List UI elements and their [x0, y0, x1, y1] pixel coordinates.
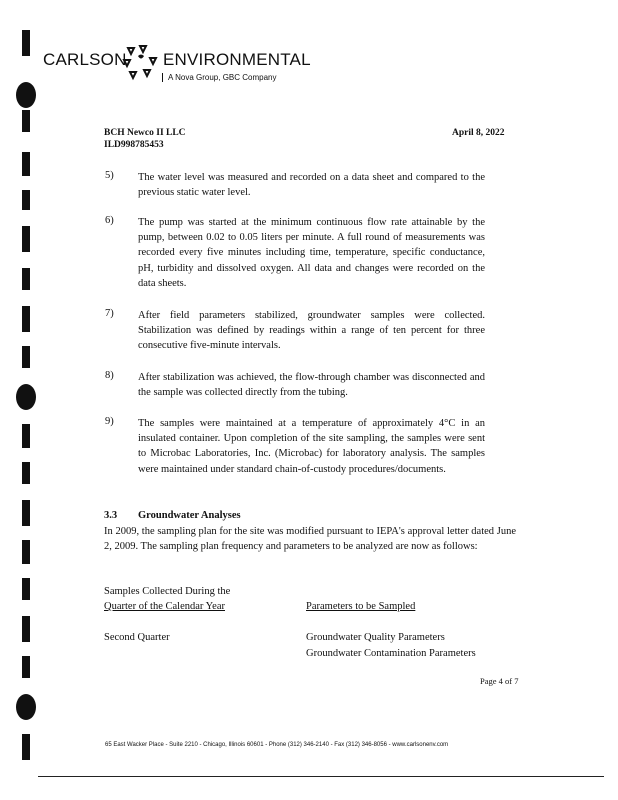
binder-mark: [22, 462, 30, 484]
item-number: 7): [105, 308, 114, 319]
section-number: 3.3: [104, 510, 118, 521]
binder-mark: [22, 500, 30, 526]
binder-mark: [22, 226, 30, 252]
item-text: After field parameters stabilized, groundwater samples were collected. Stabilization was defined by readings within a range of ten percent for three consecutive five-minute intervals.: [138, 310, 485, 352]
item-number: 9): [105, 416, 114, 427]
binder-hole: [16, 694, 36, 720]
item-number: 5): [105, 170, 114, 181]
binder-mark: [22, 578, 30, 600]
binder-mark: [22, 110, 30, 132]
item-text: The water level was measured and recorded on a data sheet and compared to the previous static water level.: [138, 172, 485, 199]
site-id: ILD998785453: [104, 140, 164, 150]
section-body: In 2009, the sampling plan for the site was modified pursuant to IEPA's approval letter dated June 2, 2009. The sampling plan frequency and parameters to be analyzed are now as follows:: [104, 526, 516, 553]
page-number: Page 4 of 7: [480, 676, 519, 686]
table-row-param: Groundwater Quality Parameters: [306, 632, 445, 643]
binder-mark: [22, 616, 30, 642]
table-row-param: Groundwater Contamination Parameters: [306, 648, 476, 659]
item-text: The pump was started at the minimum continuous flow rate attainable by the pump, between 0.02 to 0.05 liters per minute. A full round of measurements was recorded every five minutes including time, temperature, specific conductance, pH, turbidity and dissolved oxygen. All data and changes were recorded on the data sheets.: [138, 217, 485, 289]
client-name: BCH Newco II LLC: [104, 128, 186, 138]
binder-mark: [22, 152, 30, 176]
binder-mark: [22, 306, 30, 332]
section-title: Groundwater Analyses: [138, 510, 241, 521]
company-tagline: A Nova Group, GBC Company: [162, 73, 277, 82]
item-number: 8): [105, 370, 114, 381]
binder-mark: [22, 190, 30, 210]
item-number: 6): [105, 215, 114, 226]
binder-mark: [22, 734, 30, 760]
binder-mark: [22, 30, 30, 56]
binder-mark: [22, 346, 30, 368]
binder-mark: [22, 540, 30, 564]
table-row-quarter: Second Quarter: [104, 632, 170, 643]
company-logo-icon: [120, 44, 160, 82]
table-col2-header: Parameters to be Sampled: [306, 601, 416, 612]
company-name-left: CARLSON: [43, 50, 127, 69]
binder-hole: [16, 384, 36, 410]
binder-mark: [22, 424, 30, 448]
item-text: The samples were maintained at a temperature of approximately 4°C in an insulated container. Upon completion of the site sampling, the samples were sent to Microbac Laboratories, Inc. (Microbac) for laboratory analysis. The samples were maintained under standard chain-of-custody procedures/documents.: [138, 418, 485, 475]
binder-mark: [22, 656, 30, 678]
letter-date: April 8, 2022: [452, 128, 505, 138]
table-col1-header: Quarter of the Calendar Year: [104, 601, 225, 612]
binder-hole: [16, 82, 36, 108]
item-text: After stabilization was achieved, the flow-through chamber was disconnected and the sample was collected directly from the tubing.: [138, 372, 485, 399]
binder-mark: [22, 268, 30, 290]
footer-address: 65 East Wacker Place - Suite 2210 - Chicago, Illinois 60601 - Phone (312) 346-2140 - Fax (312) 346-8056 - www.carlsonenv.com: [105, 742, 449, 748]
company-name-right: ENVIRONMENTAL: [163, 50, 311, 69]
table-col1-caption: Samples Collected During the: [104, 586, 231, 597]
footer-rule: [38, 776, 604, 777]
